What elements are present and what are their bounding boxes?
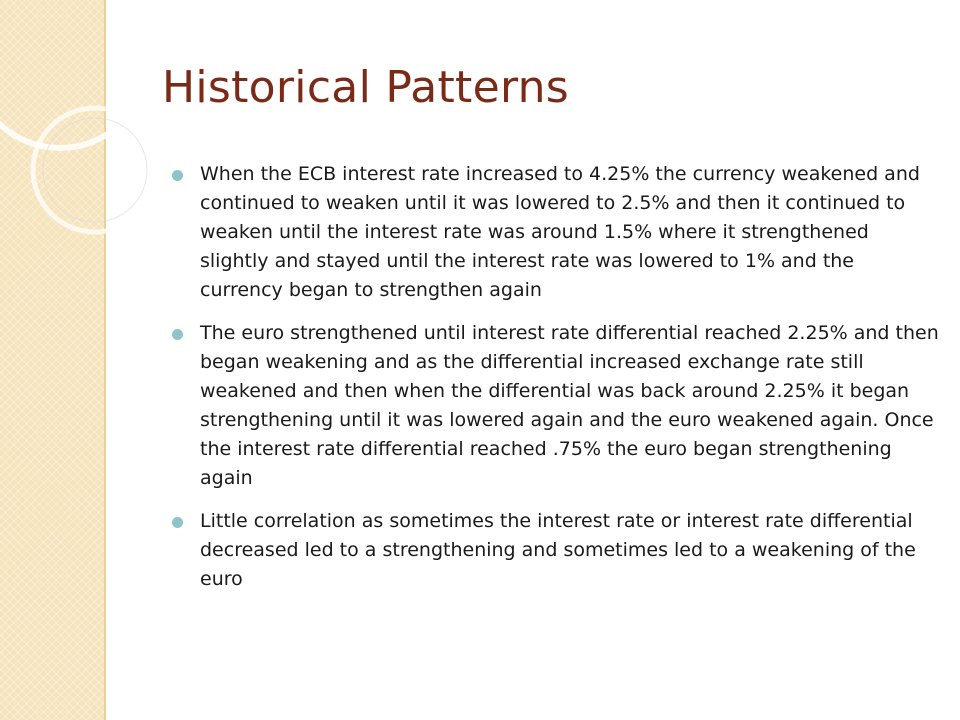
bullet-item — [170, 319, 940, 493]
bullet-dot-icon — [172, 329, 183, 340]
bullet-dot-icon — [172, 170, 183, 181]
bullet-dot-icon — [172, 517, 183, 528]
slide-title: Historical Patterns — [162, 62, 570, 113]
bullet-list — [170, 160, 940, 608]
bullet-text: Little correlation as sometimes the interest rate or interest rate differential decreased led to a strengthening and sometimes led to a weakening of the euro — [200, 510, 916, 590]
bullet-text: The euro strengthened until interest rate differential reached 2.25% and then began weakening and as the differential increased exchange rate still weakened and then when the differential was back around 2.25% it began strengthening until it was lowered again and the euro weakened again. Once the interest rate differential reached .75% the euro began strengthening again — [200, 322, 939, 489]
bullet-item — [170, 160, 940, 305]
bullet-item — [170, 507, 940, 594]
bullet-text: When the ECB interest rate increased to 4.25% the currency weakened and continued to weaken until it was lowered to 2.5% and then it continued to weaken until the interest rate was around 1.5% where it strengthened slightly and stayed until the interest rate was lowered to 1% and the currency began to strengthen again — [200, 163, 920, 301]
